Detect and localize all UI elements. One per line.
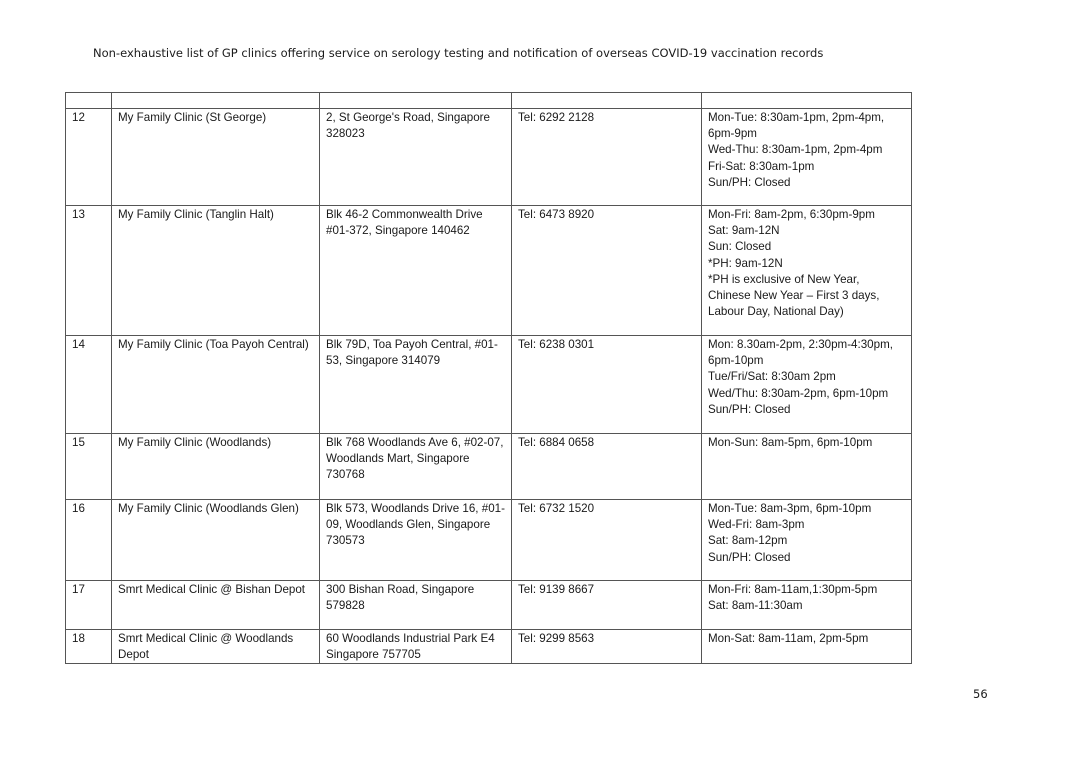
clinic-address: Blk 46-2 Commonwealth Drive #01-372, Singapore 140462 bbox=[320, 206, 512, 336]
clinic-number: 16 bbox=[66, 500, 112, 581]
clinic-telephone: Tel: 6732 1520 bbox=[512, 500, 702, 581]
table-row bbox=[66, 336, 912, 434]
hours-line: Sun/PH: Closed bbox=[708, 550, 791, 564]
hours-line: Tue/Fri/Sat: 8:30am 2pm bbox=[708, 370, 836, 384]
header-cell-name bbox=[112, 93, 320, 109]
table-row bbox=[66, 500, 912, 581]
clinic-address: 60 Woodlands Industrial Park E4 Singapore 757705 bbox=[320, 630, 512, 664]
clinic-number: 14 bbox=[66, 336, 112, 434]
clinic-name: Smrt Medical Clinic @ Bishan Depot bbox=[112, 581, 320, 630]
clinic-number: 17 bbox=[66, 581, 112, 630]
clinic-telephone: Tel: 6884 0658 bbox=[512, 434, 702, 500]
page-title: Non-exhaustive list of GP clinics offering service on serology testing and notification of overseas COVID-19 vaccination records bbox=[93, 46, 824, 60]
clinic-number: 13 bbox=[66, 206, 112, 336]
clinic-name: My Family Clinic (Tanglin Halt) bbox=[112, 206, 320, 336]
hours-line: Mon: 8.30am-2pm, 2:30pm-4:30pm, bbox=[708, 338, 893, 351]
clinic-telephone: Tel: 9299 8563 bbox=[512, 630, 702, 664]
clinic-name: My Family Clinic (St George) bbox=[112, 109, 320, 206]
clinic-address: Blk 573, Woodlands Drive 16, #01-09, Woodlands Glen, Singapore 730573 bbox=[320, 500, 512, 581]
clinic-number: 15 bbox=[66, 434, 112, 500]
clinic-telephone: Tel: 6238 0301 bbox=[512, 336, 702, 434]
clinic-address: Blk 768 Woodlands Ave 6, #02-07, Woodlands Mart, Singapore 730768 bbox=[320, 434, 512, 500]
hours-line: Fri-Sat: 8:30am-1pm bbox=[708, 159, 815, 173]
clinic-name: My Family Clinic (Toa Payoh Central) bbox=[112, 336, 320, 434]
hours-line: Sun/PH: Closed bbox=[708, 402, 791, 416]
header-cell-no bbox=[66, 93, 112, 109]
header-cell-tel bbox=[512, 93, 702, 109]
hours-line: Mon-Sat: 8am-11am, 2pm-5pm bbox=[708, 632, 869, 645]
hours-line: 6pm-9pm bbox=[708, 127, 757, 141]
table-row bbox=[66, 581, 912, 630]
clinic-opening-hours bbox=[702, 109, 912, 206]
clinic-number: 12 bbox=[66, 109, 112, 206]
hours-line: Wed-Thu: 8:30am-1pm, 2pm-4pm bbox=[708, 143, 883, 157]
header-cell-address bbox=[320, 93, 512, 109]
hours-line: Mon-Sun: 8am-5pm, 6pm-10pm bbox=[708, 436, 873, 449]
clinic-opening-hours bbox=[702, 630, 912, 664]
clinic-opening-hours bbox=[702, 500, 912, 581]
clinic-address: 300 Bishan Road, Singapore 579828 bbox=[320, 581, 512, 630]
hours-line: Chinese New Year – First 3 days, bbox=[708, 289, 880, 303]
hours-line: Mon-Fri: 8am-11am,1:30pm-5pm bbox=[708, 583, 878, 596]
page-number: 56 bbox=[973, 687, 988, 701]
clinic-telephone: Tel: 6473 8920 bbox=[512, 206, 702, 336]
clinic-name: My Family Clinic (Woodlands) bbox=[112, 434, 320, 500]
clinic-address: 2, St George's Road, Singapore 328023 bbox=[320, 109, 512, 206]
clinic-table bbox=[65, 92, 912, 664]
hours-line: Sun/PH: Closed bbox=[708, 175, 791, 189]
hours-line: Mon-Tue: 8:30am-1pm, 2pm-4pm, bbox=[708, 111, 885, 124]
clinic-name: My Family Clinic (Woodlands Glen) bbox=[112, 500, 320, 581]
hours-line: Wed-Fri: 8am-3pm bbox=[708, 518, 805, 532]
clinic-telephone: Tel: 6292 2128 bbox=[512, 109, 702, 206]
hours-line: Wed/Thu: 8:30am-2pm, 6pm-10pm bbox=[708, 386, 889, 400]
clinic-opening-hours bbox=[702, 434, 912, 500]
hours-line: Sat: 8am-12pm bbox=[708, 534, 788, 548]
clinic-opening-hours bbox=[702, 336, 912, 434]
table-row bbox=[66, 630, 912, 664]
clinic-opening-hours bbox=[702, 206, 912, 336]
hours-line: Mon-Tue: 8am-3pm, 6pm-10pm bbox=[708, 502, 872, 515]
header-cell-hours bbox=[702, 93, 912, 109]
table-row bbox=[66, 109, 912, 206]
hours-line: Sat: 9am-12N bbox=[708, 224, 780, 238]
hours-line: 6pm-10pm bbox=[708, 354, 764, 368]
table-header-row bbox=[66, 93, 912, 109]
table-row bbox=[66, 206, 912, 336]
hours-line: *PH: 9am-12N bbox=[708, 256, 783, 270]
clinic-name: Smrt Medical Clinic @ Woodlands Depot bbox=[112, 630, 320, 664]
hours-line: *PH is exclusive of New Year, bbox=[708, 272, 860, 286]
clinic-opening-hours bbox=[702, 581, 912, 630]
hours-line: Labour Day, National Day) bbox=[708, 305, 844, 319]
clinic-address: Blk 79D, Toa Payoh Central, #01-53, Singapore 314079 bbox=[320, 336, 512, 434]
hours-line: Sun: Closed bbox=[708, 240, 772, 254]
table-row bbox=[66, 434, 912, 500]
clinic-number: 18 bbox=[66, 630, 112, 664]
clinic-telephone: Tel: 9139 8667 bbox=[512, 581, 702, 630]
hours-line: Sat: 8am-11:30am bbox=[708, 599, 803, 613]
hours-line: Mon-Fri: 8am-2pm, 6:30pm-9pm bbox=[708, 208, 875, 221]
